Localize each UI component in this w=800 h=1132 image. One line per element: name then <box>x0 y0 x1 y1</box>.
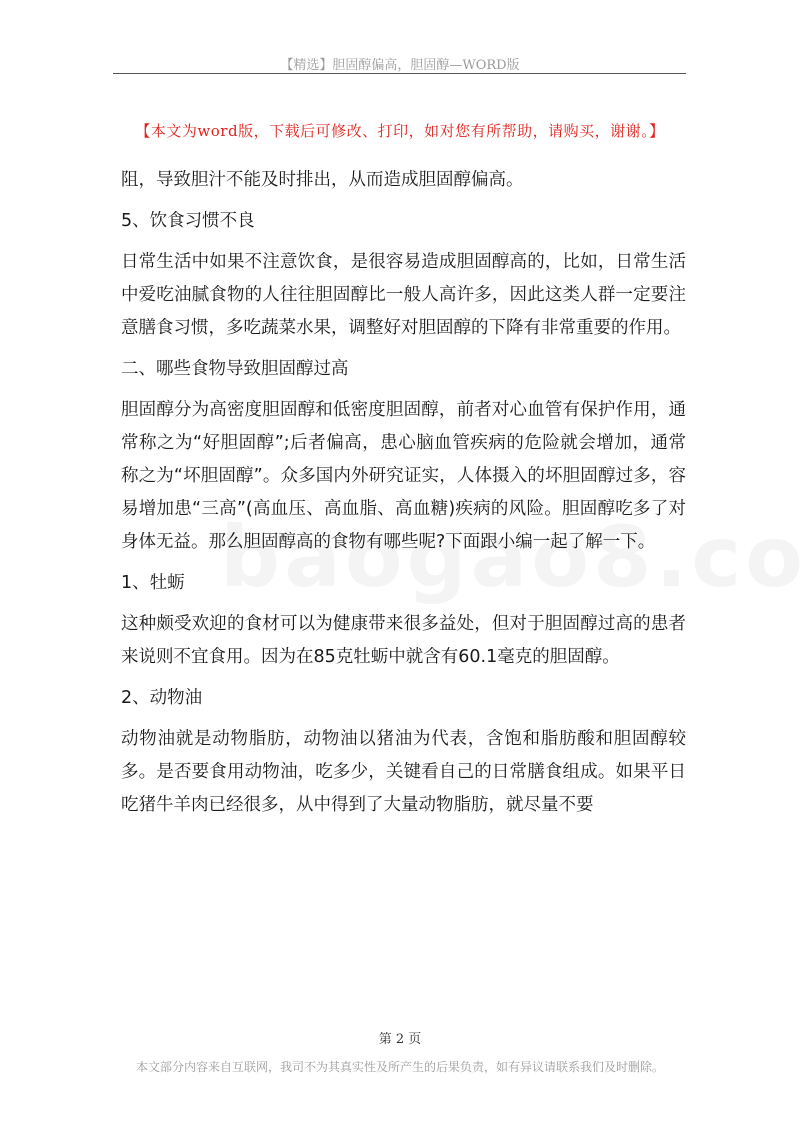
section-heading-animal-oil: 2、动物油 <box>121 688 203 708</box>
page-number: 第 2 页 <box>378 1032 422 1047</box>
body-paragraph: 动物油就是动物脂肪，动物油以猪油为代表，含饱和脂肪酸和胆固醇较多。是否要食用动物油，吃多少，关键看自己的日常膳食组成。如果平日吃猪牛羊肉已经很多，从中得到了大量动物脂肪，就尽量不要 <box>121 729 686 815</box>
section-heading-foods: 二、哪些食物导致胆固醇过高 <box>121 359 349 379</box>
body-paragraph: 阻，导致胆汁不能及时排出，从而造成胆固醇偏高。 <box>121 170 524 190</box>
page-header-title: 【精选】胆固醇偏高，胆固醇—WORD版 <box>280 58 520 73</box>
body-paragraph: 这种颇受欢迎的食材可以为健康带来很多益处，但对于胆固醇过高的患者来说则不宜食用。因为在85克牡蛎中就含有60.1毫克的胆固醇。 <box>121 614 686 667</box>
body-paragraph: 日常生活中如果不注意饮食，是很容易造成胆固醇高的，比如，日常生活中爱吃油腻食物的人往往胆固醇比一般人高许多，因此这类人群一定要注意膳食习惯，多吃蔬菜水果，调整好对胆固醇的下降有非常重要的作用。 <box>121 252 686 338</box>
page-footer-disclaimer: 本文部分内容来自互联网，我司不为其真实性及所产生的后果负责，如有异议请联系我们及时删除。 <box>135 1060 664 1074</box>
document-body <box>121 164 686 830</box>
header-divider <box>113 73 686 74</box>
section-heading-eating-habits: 5、饮食习惯不良 <box>121 211 255 231</box>
section-heading-oysters: 1、牡蛎 <box>121 573 185 593</box>
body-paragraph: 胆固醇分为高密度胆固醇和低密度胆固醇，前者对心血管有保护作用，通常称之为“好胆固醇”;后者偏高，患心脑血管疾病的危险就会增加，通常称之为“坏胆固醇”。众多国内外研究证实，人体摄入的坏胆固醇过多，容易增加患“三高”(高血压、高血脂、高血糖)疾病的风险。胆固醇吃多了对身体无益。那么胆固醇高的食物有哪些呢?下面跟小编一起了解一下。 <box>121 400 686 552</box>
word-version-notice: 【本文为word版，下载后可修改、打印，如对您有所帮助，请购买，谢谢。】 <box>135 122 665 140</box>
